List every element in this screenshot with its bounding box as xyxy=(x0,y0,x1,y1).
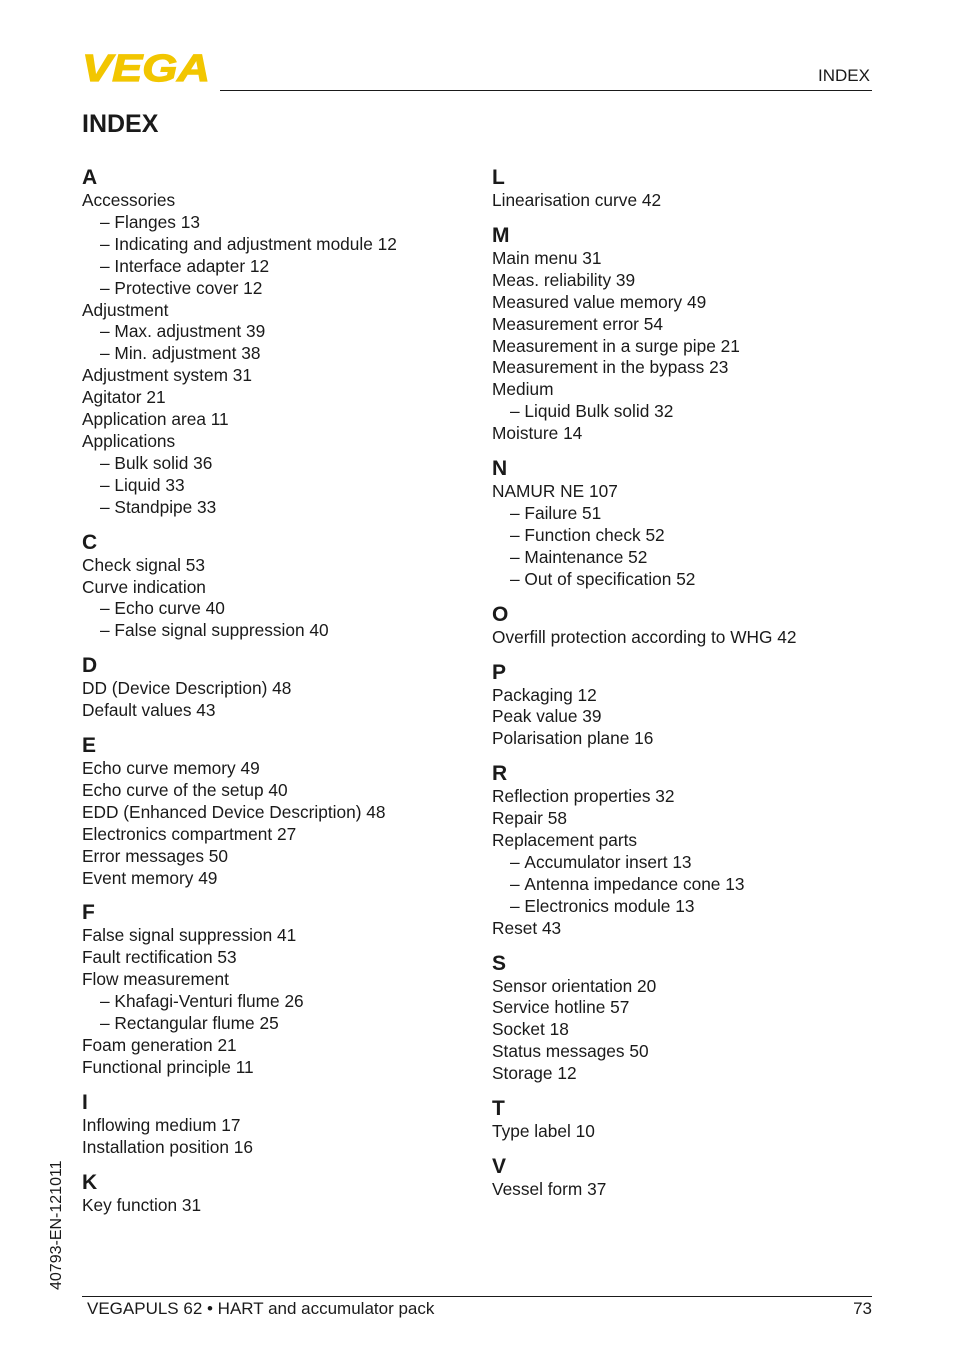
index-entry: Reset 43 xyxy=(492,917,562,938)
index-entry: Default values 43 xyxy=(82,700,216,721)
index-subentry: – Liquid 33 xyxy=(82,475,482,497)
index-entry: Status messages 50 xyxy=(492,1041,649,1062)
index-entry: Event memory 49 xyxy=(82,867,218,888)
index-section xyxy=(82,1090,482,1159)
index-subentry: – Interface adapter 12 xyxy=(82,256,482,278)
index-entry: Sensor orientation 20 xyxy=(492,975,657,996)
index-entry: Service hotline 57 xyxy=(492,997,630,1018)
index-entry: Fault rectification 53 xyxy=(82,947,237,968)
index-column-left xyxy=(82,165,482,1228)
index-letter-heading: F xyxy=(82,901,95,925)
index-entry: Functional principle 11 xyxy=(82,1056,254,1077)
index-entry: DD (Device Description) 48 xyxy=(82,678,292,699)
index-section xyxy=(492,456,892,591)
index-section xyxy=(82,165,482,519)
index-subentry: – Max. adjustment 39 xyxy=(82,321,482,343)
index-subentry: – Echo curve 40 xyxy=(82,598,482,620)
page-title: INDEX xyxy=(82,110,159,138)
index-entry: NAMUR NE 107 xyxy=(492,481,618,502)
index-entry: Agitator 21 xyxy=(82,387,166,408)
index-entry: Curve indication xyxy=(82,576,206,597)
index-entry: Polarisation plane 16 xyxy=(492,728,654,749)
index-entry: Measurement in the bypass 23 xyxy=(492,357,729,378)
index-entry: Storage 12 xyxy=(492,1063,577,1084)
vega-logo xyxy=(82,50,212,84)
index-entry: Foam generation 21 xyxy=(82,1035,237,1055)
index-letter-heading: K xyxy=(82,1170,98,1194)
index-subentry: – Out of specification 52 xyxy=(492,569,892,591)
footer-page-number: 73 xyxy=(853,1299,872,1318)
index-section xyxy=(492,761,892,939)
index-subentry: – Indicating and adjustment module 12 xyxy=(82,234,482,256)
footer-document-title: VEGAPULS 62 • HART and accumulator pack xyxy=(87,1299,435,1318)
index-letter-heading: D xyxy=(82,654,98,678)
index-column-right xyxy=(492,165,892,1212)
index-section xyxy=(82,653,482,722)
index-section xyxy=(492,951,892,1086)
index-letter-heading: O xyxy=(492,602,509,626)
index-section xyxy=(492,165,892,212)
index-entry: Replacement parts xyxy=(492,830,638,851)
index-section xyxy=(492,1154,892,1201)
index-entry: Inflowing medium 17 xyxy=(82,1114,241,1135)
index-entry: Key function 31 xyxy=(82,1194,202,1215)
index-subentry: – Failure 51 xyxy=(492,503,892,525)
index-subentry: – False signal suppression 40 xyxy=(82,620,482,642)
index-entry: Adjustment xyxy=(82,299,169,320)
index-section xyxy=(492,223,892,445)
vega-logo-text: VEGA xyxy=(82,50,210,84)
index-letter-heading: R xyxy=(492,762,508,786)
index-letter-heading: M xyxy=(492,223,510,247)
header-rule xyxy=(220,90,872,91)
index-entry: Peak value 39 xyxy=(492,706,602,727)
index-entry: Adjustment system 31 xyxy=(82,365,253,386)
index-entry: Main menu 31 xyxy=(492,247,602,268)
index-subentry: – Maintenance 52 xyxy=(492,547,892,569)
index-subentry: – Function check 52 xyxy=(492,525,892,547)
header-section-label: INDEX xyxy=(818,66,870,85)
index-letter-heading: I xyxy=(82,1090,88,1114)
index-entry: Medium xyxy=(492,379,554,400)
index-entry: Repair 58 xyxy=(492,808,567,829)
index-section xyxy=(82,900,482,1078)
index-entry: Measurement in a surge pipe 21 xyxy=(492,335,740,356)
index-entry: Application area 11 xyxy=(82,409,229,430)
index-entry: Type label 10 xyxy=(492,1121,595,1142)
index-entry: Echo curve memory 49 xyxy=(82,758,260,779)
index-entry: Socket 18 xyxy=(492,1019,569,1040)
index-subentry: – Protective cover 12 xyxy=(82,278,482,300)
index-entry: Moisture 14 xyxy=(492,423,583,444)
index-subentry: – Bulk solid 36 xyxy=(82,453,482,475)
index-section xyxy=(82,530,482,643)
index-entry: EDD (Enhanced Device Description) 48 xyxy=(82,801,386,822)
index-entry: Installation position 16 xyxy=(82,1136,254,1157)
index-entry: Accessories xyxy=(82,190,176,210)
index-subentry: – Electronics module 13 xyxy=(492,896,892,918)
index-section xyxy=(82,733,482,889)
index-letter-heading: P xyxy=(492,660,507,684)
index-entry: Reflection properties 32 xyxy=(492,786,675,807)
index-section xyxy=(82,1170,482,1217)
index-subentry: – Min. adjustment 38 xyxy=(82,343,482,365)
index-subentry: – Khafagi-Venturi flume 26 xyxy=(82,991,482,1013)
index-entry: Echo curve of the setup 40 xyxy=(82,779,288,800)
index-letter-heading: V xyxy=(492,1155,507,1178)
index-letter-heading: L xyxy=(492,166,505,189)
document-code: 40793-EN-121011 xyxy=(48,1160,65,1290)
index-entry: Applications xyxy=(82,430,176,451)
index-letter-heading: C xyxy=(82,530,98,554)
index-entry: Overfill protection according to WHG 42 xyxy=(492,626,797,647)
index-subentry: – Antenna impedance cone 13 xyxy=(492,874,892,896)
index-entry: Measurement error 54 xyxy=(492,313,663,334)
index-entry: Meas. reliability 39 xyxy=(492,269,636,290)
index-letter-heading: A xyxy=(82,166,98,189)
index-entry: Check signal 53 xyxy=(82,554,205,575)
index-entry: Electronics compartment 27 xyxy=(82,823,297,844)
index-entry: Error messages 50 xyxy=(82,845,228,866)
index-letter-heading: T xyxy=(492,1097,505,1121)
index-letter-heading: E xyxy=(82,734,97,758)
index-entry: Packaging 12 xyxy=(492,684,597,705)
index-entry: Flow measurement xyxy=(82,969,229,990)
index-entry: Measured value memory 49 xyxy=(492,291,707,312)
index-entry: False signal suppression 41 xyxy=(82,925,297,946)
index-subentry: – Rectangular flume 25 xyxy=(82,1013,482,1035)
index-section xyxy=(492,1096,892,1143)
index-subentry: – Liquid Bulk solid 32 xyxy=(492,401,892,423)
index-letter-heading: N xyxy=(492,457,508,481)
index-section xyxy=(492,602,892,649)
index-letter-heading: S xyxy=(492,951,507,975)
index-subentry: – Standpipe 33 xyxy=(82,497,482,519)
index-section xyxy=(492,660,892,751)
index-subentry: – Flanges 13 xyxy=(82,212,482,234)
index-entry: Linearisation curve 42 xyxy=(492,190,662,210)
index-entry: Vessel form 37 xyxy=(492,1179,607,1199)
index-subentry: – Accumulator insert 13 xyxy=(492,852,892,874)
footer-rule xyxy=(82,1296,872,1297)
